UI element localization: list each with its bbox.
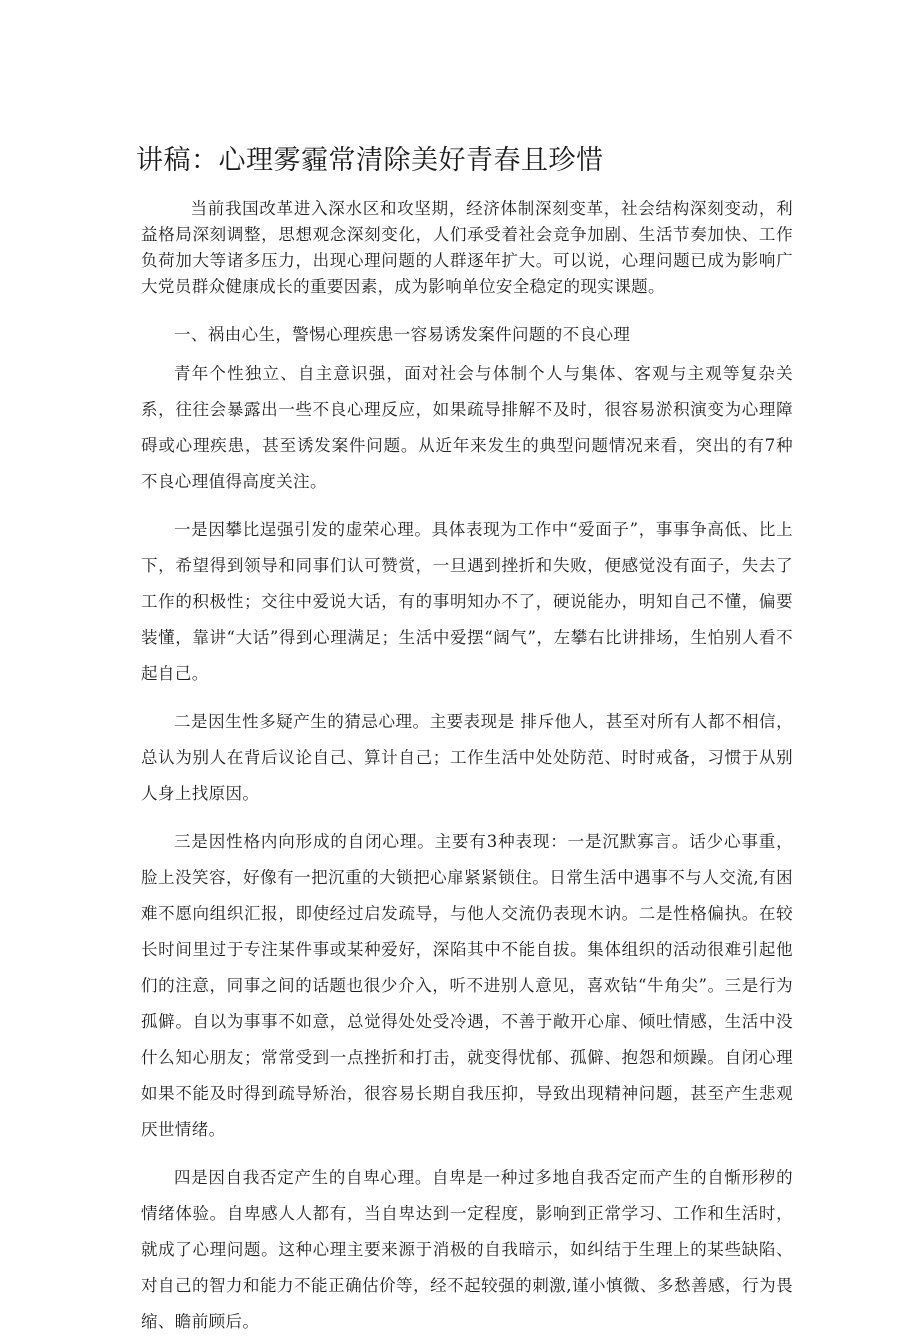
body-paragraph-autism: 三是因性格内向形成的自闭心理。主要有3种表现：一是沉默寡言。话少心事重，脸上没笑容，好像有一把沉重的大锁把心扉紧紧锁住。日常生活中遇事不与人交流,有困难不愿向组织汇报，即使经过启发疏导，与他人交流仍表现木讷。二是性格偏执。在较长时间里过于专注某件事或某种爱好，深陷其中不能自拔。集体组织的活动很难引起他们的注意，同事之间的话题也很少介入，听不进别人意见，喜欢钻“牛角尖”。三是行为孤僻。自以为事事不如意，总觉得处处受冷遇，不善于敞开心扉、倾吐情感，生活中没什么知心朋友；常常受到一点挫折和打击，就变得忧郁、孤僻、抱怨和烦躁。自闭心理如果不能及时得到疏导矫治，很容易长期自我压抑，导致出现精神问题，甚至产生悲观厌世情绪。: [141, 832, 793, 1139]
document-body: [141, 196, 793, 1340]
section-heading: 一、祸由心生，警惕心理疾患一容易诱发案件问题的不良心理: [174, 325, 631, 344]
body-paragraph-suspicion: 二是因生性多疑产生的猜忌心理。主要表现是 排斥他人，甚至对所有人都不相信，总认为别人在背后议论自己、算计自己；工作生活中处处防范、时时戒备，习惯于从别人身上找原因。: [141, 712, 793, 803]
intro-paragraph: 当前我国改革进入深水区和攻坚期，经济体制深刻变革，社会结构深刻变动，利益格局深刻调整，思想观念深刻变化，人们承受着社会竞争加剧、生活节奏加快、工作负荷加大等诸多压力，出现心理问题的人群逐年扩大。可以说，心理问题已成为影响广大党员群众健康成长的重要因素，成为影响单位安全稳定的现实课题。: [141, 199, 793, 296]
body-paragraph: 青年个性独立、自主意识强，面对社会与体制个人与集体、客观与主观等复杂关系，往往会暴露出一些不良心理反应，如果疏导排解不及时，很容易淤积演变为心理障碍或心理疾患，甚至诱发案件问题。从近年来发生的典型问题情况来看，突出的有7种不良心理值得高度关注。: [141, 364, 793, 491]
body-paragraph-inferiority: 四是因自我否定产生的自卑心理。自卑是一种过多地自我否定而产生的自惭形秽的情绪体验。自卑感人人都有，当自卑达到一定程度，影响到正常学习、工作和生活时，就成了心理问题。这种心理主要来源于消极的自我暗示，如纠结于生理上的某些缺陷、对自己的智力和能力不能正确估价等，经不起较强的刺激,谨小慎微、多愁善感，行为畏缩、瞻前顾后。: [141, 1168, 793, 1331]
document-title: 讲稿：心理雾霾常清除美好青春且珍惜: [136, 145, 604, 176]
body-paragraph-vanity: 一是因攀比逞强引发的虚荣心理。具体表现为工作中“爱面子”，事事争高低、比上下，希望得到领导和同事们认可赞赏，一旦遇到挫折和失败，便感觉没有面子，失去了工作的积极性；交往中爱说大话，有的事明知办不了，硬说能办，明知自己不懂，偏要装懂，靠讲“大话”得到心理满足；生活中爱摆“阔气”，左攀右比讲排场，生怕别人看不起自己。: [141, 520, 793, 683]
